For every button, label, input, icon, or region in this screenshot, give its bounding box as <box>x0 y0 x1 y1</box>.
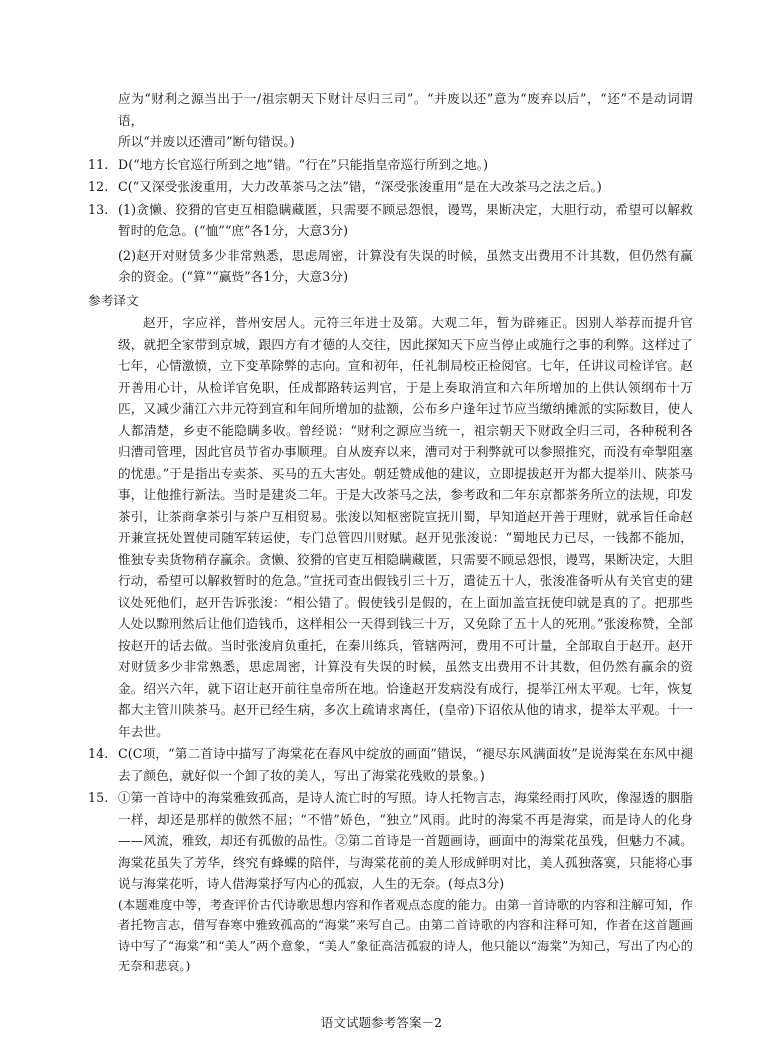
q15-note: (本题难度中等，考查评价古代诗歌思想内容和作者观点态度的能力。由第一首诗歌的内容和注解可知，作者托物言志，借写春寒中雅致孤高的“海棠”来写自己。由第二首诗歌的内容和注释可知，作者在这首题画诗中写了“海棠”和“美人”两个意象，“美人”象征高洁孤寂的诗人，他只能以“海棠”为知己，写出了内心的无奈和悲哀。) <box>118 897 693 973</box>
item-number: 11. <box>88 156 109 172</box>
answer-item-15 <box>88 787 693 977</box>
answer-item-11 <box>88 154 693 176</box>
translation-block <box>88 312 693 742</box>
item-text: D(“地方长官巡行所到之地”错。“行在”只能指皇帝巡行所到之地。) <box>118 156 489 172</box>
answer-item-13 <box>88 199 693 288</box>
continuation-line-1: 应为“财利之源当出于一/祖宗朝天下财计尽归三司”。“并废以还”意为“废弃以后”，“还”不是动词谓语， <box>118 91 693 128</box>
page-footer: 语文试题参考答案－2 <box>320 1015 443 1030</box>
item-number: 14. <box>88 746 109 761</box>
item-number: 12. <box>88 179 109 194</box>
item-number: 13. <box>88 201 109 217</box>
item-text: ①第一首诗中的海棠雅致孤高，是诗人流亡时的写照。诗人托物言志，海棠经雨打风吹，像湿透的胭脂一样，却还是那样的傲然不屈；“不惜”娇色，“独立”风雨。此时的海棠不再是海棠，而是诗人的化身——风流，雅致，却还有孤傲的品性。②第二首诗是一首题画诗，画面中的海棠花虽残，但魅力不减。海棠花虽失了芳华，终究有蜂蝶的陪伴，与海棠花前的美人形成鲜明对比，美人孤独落寞，只能将心事说与海棠花听，诗人借海棠抒写内心的孤寂，人生的无奈。(每点3分) <box>118 790 693 891</box>
answer-item-12 <box>88 176 693 198</box>
item-number: 15. <box>88 790 109 805</box>
translation-body: 赵开，字应祥，普州安居人。元符三年进士及第。大观二年，暂为辟雍正。因别人举荐而提升官级，就把全家带到京城，跟四方有才德的人交往，因此探知天下应当停止或施行之事的利弊。这样过了七年，心情激愤，立下变革除弊的志向。宣和初年，任礼制局校正检阅官。七年，任讲议司检详官。赵开善用心计，从检详官免职，任成都路转运判官，于是上奏取消宣和六年所增加的上供认领纲布十万匹，又减少蒲江六井元符到宣和年间所增加的盐额，公布乡户逢年过节应当缴纳摊派的实际数目，使人人都清楚，乡吏不能隐瞒多收。曾经说：“财利之源应当统一，祖宗朝天下财政全归三司，各种税利各归漕司管理，因此官员节省办事顺理。自从废弃以来，漕司对于利弊就可以参照推究，而没有牵掣阻塞的忧患。”于是指出专卖茶、买马的五大害处。朝廷赞成他的建议，立即提拔赵开为都大提举川、陕茶马事，让他推行新法。当时是建炎二年。于是大改茶马之法，参考政和二年东京都茶务所立的法规，印发茶引，让茶商拿茶引与茶户互相贸易。张浚以知枢密院宣抚川蜀，早知道赵开善于理财，就承旨任命赵开兼宣抚处置使司随军转运使，专门总管四川财赋。赵开见张浚说：“蜀地民力已尽，一钱都不能加，惟独专卖货物稍存赢余。贪懒、狡猾的官吏互相隐瞒藏匿，只需要不顾忌怨恨，谩骂，果断决定，大胆行动，希望可以解救暂时的危急。”宣抚司查出假钱引三十万，遣徒五十人，张浚准备听从有关官吏的建议处死他们，赵开告诉张浚：“相公错了。假使钱引是假的，在上面加盖宣抚使印就是真的了。把那些人处以黥刑然后让他们造钱币，这样相公一天得到钱三十万，又免除了五十人的死刑。”张浚称赞，全部按赵开的话去做。当时张浚肩负重托，在秦川练兵，管辖两河，费用不可计量，全部取自于赵开。赵开对财赁多少非常熟悉，思虑周密，计算没有失误的时候，虽然支出费用不计其数，但仍然有赢余的资金。绍兴六年，就下诏让赵开前往皇帝所在地。恰逢赵开发病没有成行，提举江州太平观。七年，恢复都大主管川陕茶马。赵开已经生病，多次上疏请求离任，(皇帝)下诏依从他的请求，提举太平观。十一年去世。 <box>118 315 693 739</box>
continuation-line-2: 所以“并废以还漕司”断句错误。) <box>118 134 295 149</box>
q13-part-1: (1)贪懒、狡猾的官吏互相隐瞒藏匿，只需要不顾忌怨恨，谩骂，果断决定，大胆行动，希望可以解救暂时的危急。(“恤”“庶”各1分，大意3分) <box>118 201 693 238</box>
answer-item-14 <box>88 743 693 786</box>
item-text: C(“又深受张浚重用，大力改革茶马之法”错，“深受张浚重用”是在大改茶马之法之后。) <box>118 179 602 194</box>
q13-part-2: (2)赵开对财赁多少非常熟悉，思虑周密，计算没有失误的时候，虽然支出费用不计其数，但仍然有赢余的资金。(“算”“赢赀”各1分，大意3分) <box>118 247 693 284</box>
item-text: C(C项，“第二首诗中描写了海棠花在春风中绽放的画面”错误，“褪尽东风满面妆”是说海棠在东风中褪去了颜色，就好似一个卸了妆的美人，写出了海棠花残败的景象。) <box>118 746 693 783</box>
translation-label: 参考译文 <box>88 292 139 308</box>
q10-continuation <box>88 88 693 153</box>
